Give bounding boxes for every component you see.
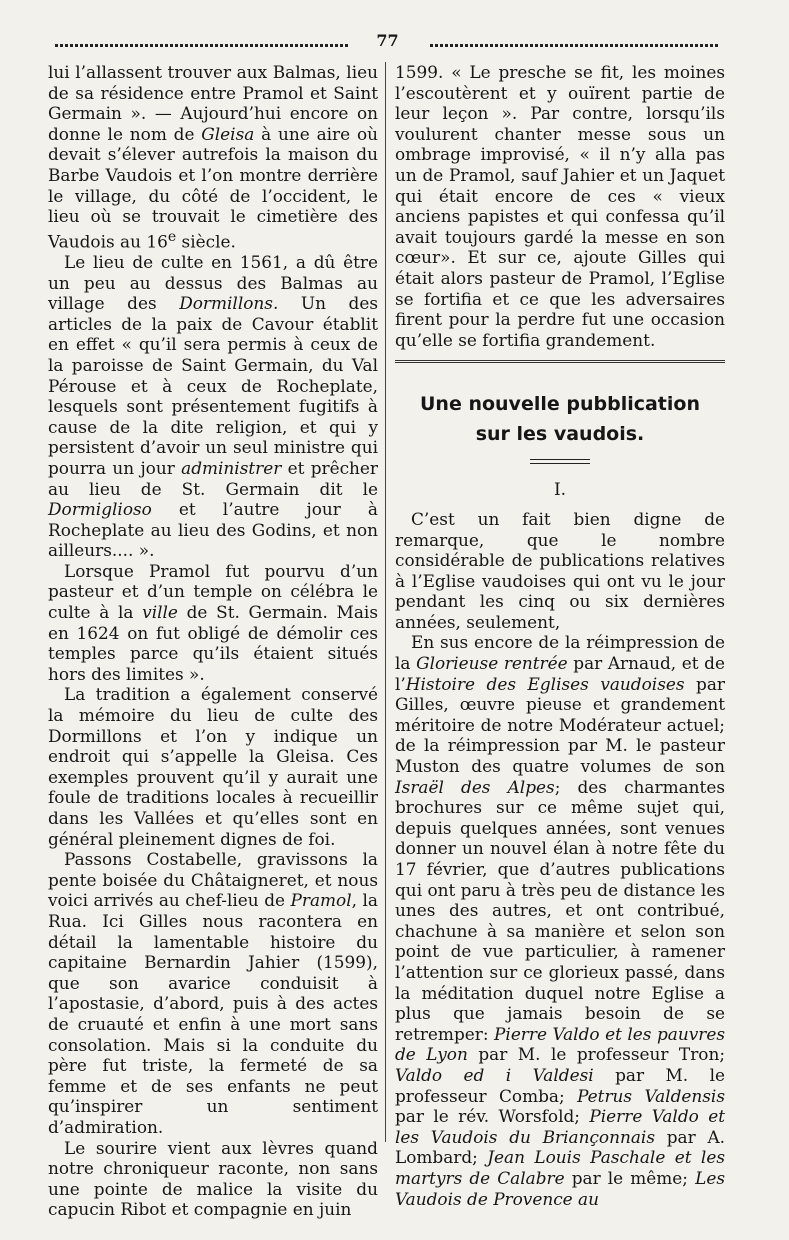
- header-ornament-right: [430, 44, 720, 47]
- paragraph: 1599. « Le presche se fit, les moines l’escoutèrent et y ouïrent partie de leur leçon ». Par contre, lorsqu’ils voulurent chanter messe sous un ombrage improvisé, « il n’y alla pas un de Pramol, sauf Jahier et un Jaquet qui était encore de ces « vieux anciens papistes et qui confessa qu’il avait toujours gardé la messe en son cœur». Et sur ce, ajoute Gilles qui était alors pasteur de Pramol, l’Eglise se fortifia et ce que les adversaires firent pour la perdre fut une occasion qu’elle se fortifia grandement.: [395, 62, 725, 350]
- left-column: [48, 62, 378, 1220]
- paragraph: La tradition a également conservé la mémoire du lieu de culte des Dormillons et l’on y indique un endroit qui s’appelle la Gleisa. Ces exemples prouvent qu’il y aurait une foule de traditions locales à recueillir dans les Vallées et qu’elles sont en général pleinement dignes de foi.: [48, 684, 378, 849]
- paragraph: Passons Costabelle, gravissons la pente boisée du Châtaigneret, et nous voici arrivés au chef-lieu de Pramol, la Rua. Ici Gilles nous racontera en détail la lamentable histoire du capitaine Bernardin Jahier (1599), que son avarice conduisit à l’apostasie, d’abord, puis à des actes de cruauté et enfin à une mort sans consolation. Mais si la conduite du père fut triste, la fermeté de sa femme et de ses enfants ne peut qu’inspirer un sentiment d’admiration.: [48, 849, 378, 1137]
- paragraph: lui l’allassent trouver aux Balmas, lieu de sa résidence entre Pramol et Saint Germain ». — Aujourd’hui encore on donne le nom de Gleisa à une aire où devait s’élever autrefois la maison du Barbe Vaudois et l’on montre derrière le village, du côté de l’occident, le lieu où se trouvait le cimetière des Vaudois au 16e siècle.: [48, 62, 378, 252]
- paragraph: Le sourire vient aux lèvres quand notre chroniqueur raconte, non sans une pointe de malice la visite du capucin Ribot et compagnie en juin: [48, 1137, 378, 1220]
- right-column: [395, 62, 725, 1209]
- column-divider: [385, 62, 386, 1142]
- page-header: [55, 31, 720, 56]
- paragraph: Lorsque Pramol fut pourvu d’un pasteur et d’un temple on célébra le culte à la ville de St. Germain. Mais en 1624 on fut obligé de démolir ces temples parce qu’ils étaient situés hors des limites ».: [48, 560, 378, 684]
- article-title: [395, 389, 725, 449]
- title-separator: [530, 459, 590, 464]
- article-title-line-1: Une nouvelle pubblication: [420, 393, 700, 416]
- paragraph: En sus encore de la réimpression de la Glorieuse rentrée par Arnaud, et de l’Histoire des Eglises vaudoises par Gilles, œuvre pieuse et grandement méritoire de notre Modérateur actuel; de la réimpression par M. le pasteur Muston des quatre volumes de son Israël des Alpes; des charmantes brochures sur ce même sujet qui, depuis quelques années, sont venues donner un nouvel élan à notre fête du 17 février, que d’autres publications qui ont paru à très peu de distance les unes des autres, et ont contribué, chachune à sa manière et selon son point de vue particulier, à ramener l’attention sur ce glorieux passé, dans la méditation duquel notre Eglise a plus que jamais besoin de se retremper: Pierre Valdo et les pauvres de Lyon par M. le professeur Tron; Valdo ed i Valdesi par M. le professeur Comba; Petrus Valdensis par le rév. Worsfold; Pierre Valdo et les Vaudois du Briançonnais par A. Lombard; Jean Louis Paschale et les martyrs de Calabre par le même; Les Vaudois de Provence au: [395, 632, 726, 1209]
- section-divider: [395, 360, 725, 363]
- article-title-line-2: sur les vaudois.: [475, 423, 645, 446]
- paragraph: C’est un fait bien digne de remarque, que le nombre considérable de publications relatives à l’Eglise vaudoises qui ont vu le jour pendant les cinq ou six dernières années, seulement,: [395, 508, 725, 632]
- page-number: 77: [376, 31, 399, 50]
- paragraph: Le lieu de culte en 1561, a dû être un peu au dessus des Balmas au village des Dormillons. Un des articles de la paix de Cavour établit en effet « qu’il sera permis à ceux de la paroisse de Saint Germain, du Val Pérouse et à ceux de Rocheplate, lesquels sont présentement fugitifs à cause de la dite religion, et qui y persistent d’avoir un seul ministre qui pourra un jour administrer et prêcher au lieu de St. Germain dit le Dormiglioso et l’autre jour à Rocheplate au lieu des Godins, et non ailleurs.... ».: [48, 251, 379, 561]
- section-number: I.: [553, 480, 567, 501]
